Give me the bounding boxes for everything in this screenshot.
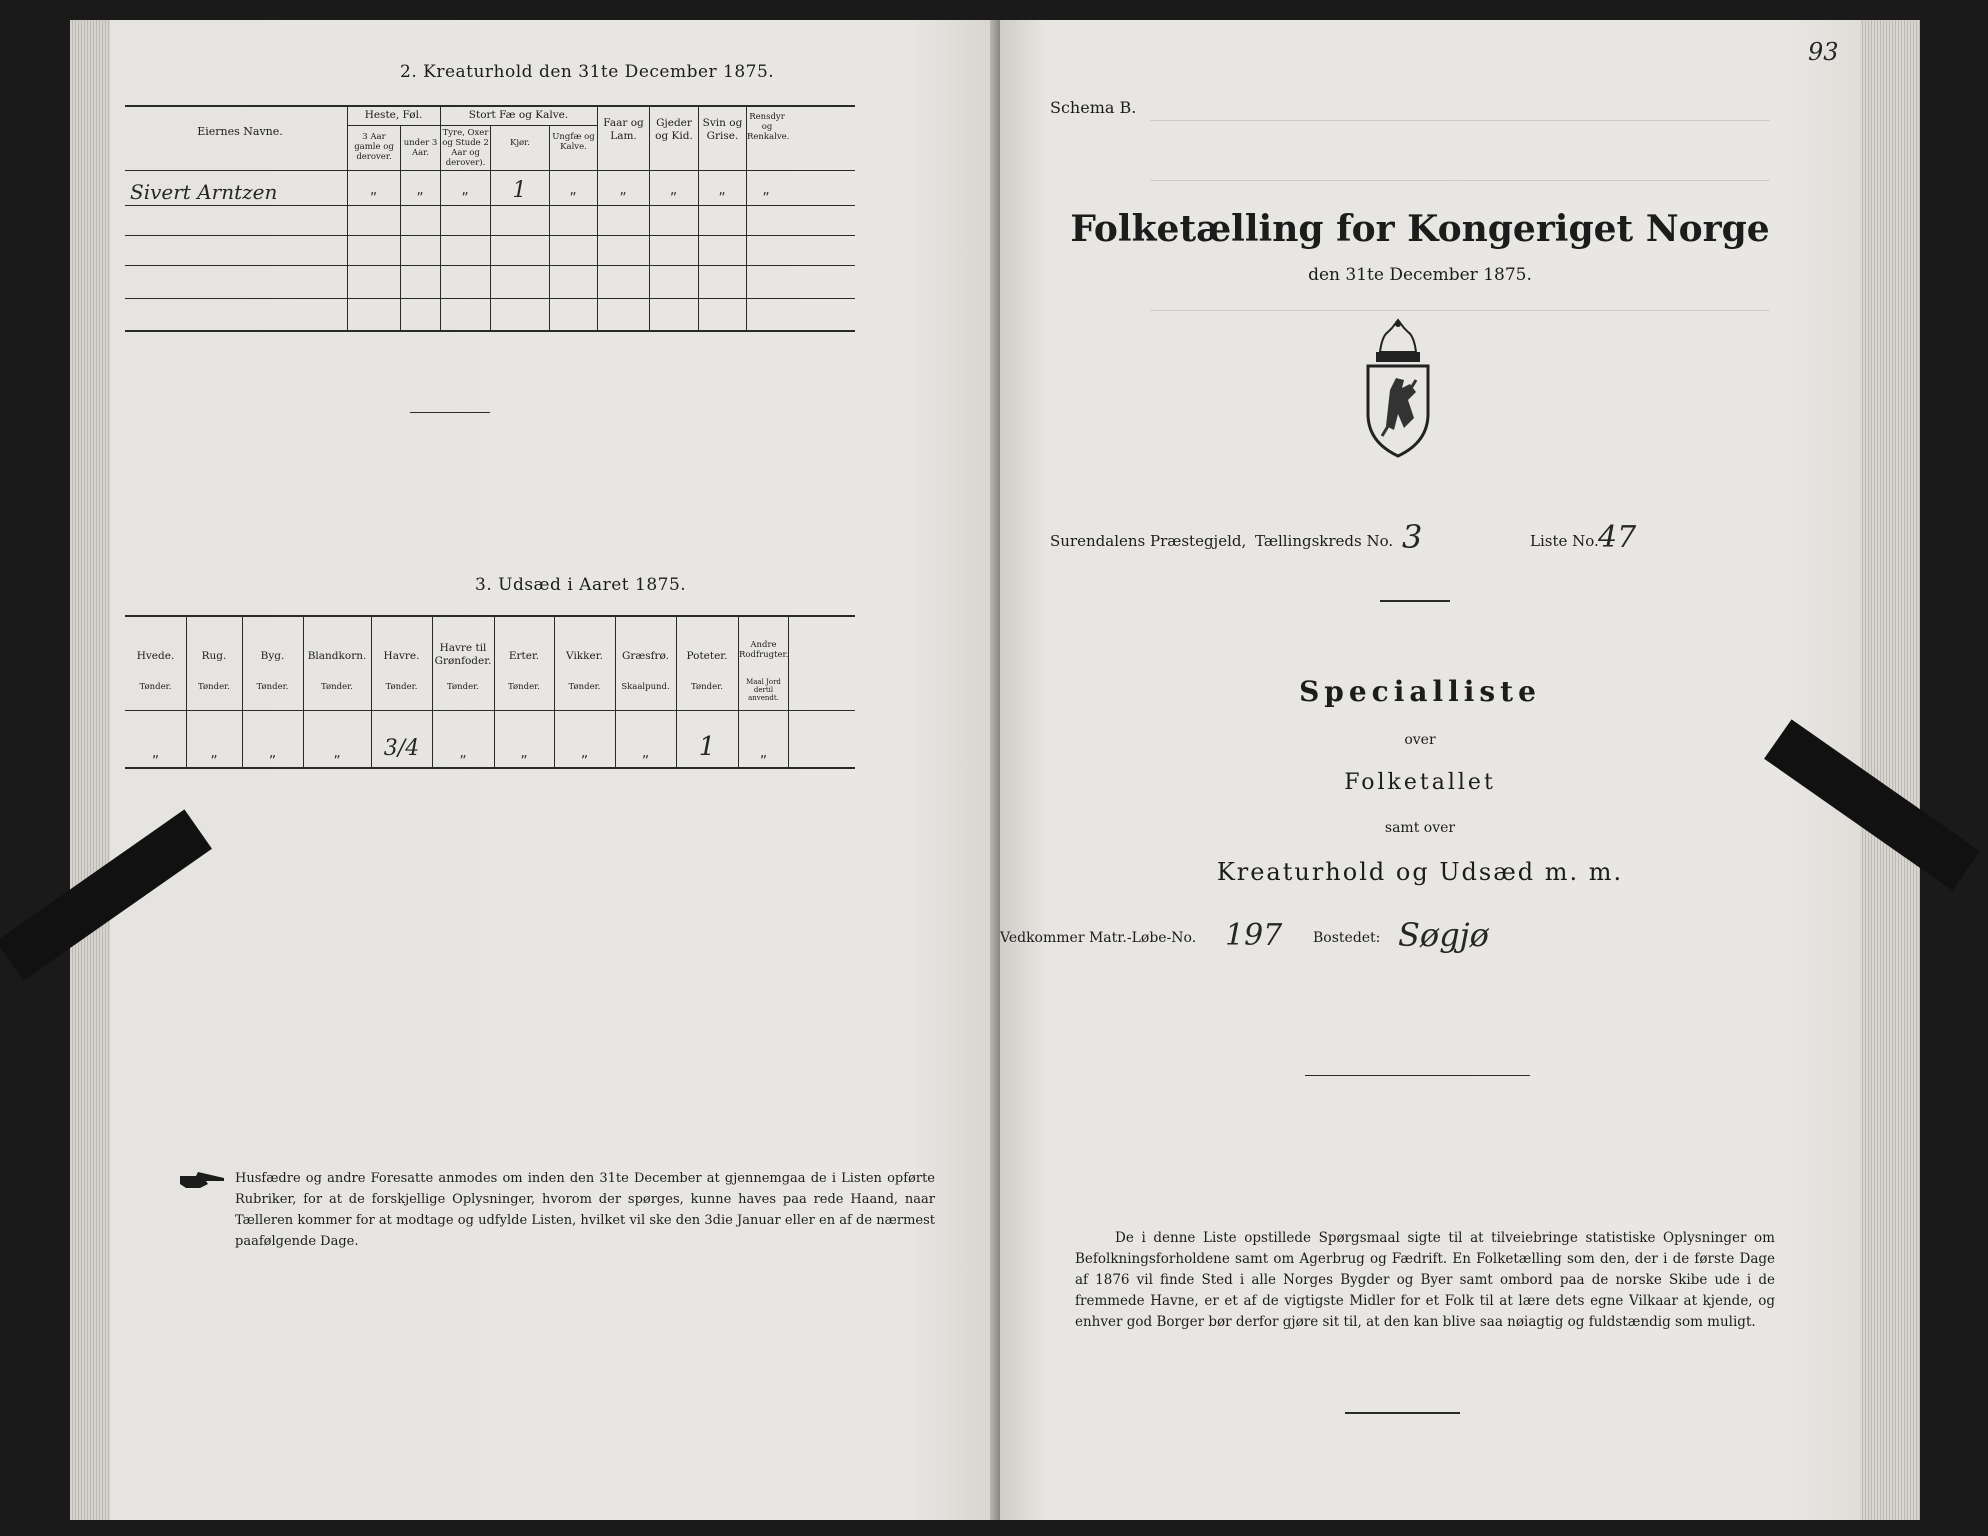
list-value: 47 — [1598, 520, 1637, 555]
value-cell: „ — [718, 182, 726, 198]
over-text: over — [1404, 732, 1436, 748]
samt-over-text: samt over — [1384, 820, 1456, 836]
header-faar: Faar og Lam. — [603, 117, 644, 142]
header-gjeder: Gjeder og Kid. — [655, 117, 693, 142]
matr-label: Vedkommer Matr.-Løbe-No. — [1000, 930, 1197, 946]
crop-header: Græsfrø. — [621, 650, 670, 662]
matr-value: 197 — [1225, 918, 1283, 953]
value-cell: „ — [461, 182, 469, 198]
crop-header: Rug. — [201, 650, 227, 662]
section3-title: 3. Udsæd i Aaret 1875. — [475, 575, 687, 595]
bostedet-label: Bostedet: — [1313, 930, 1381, 946]
crop-header: Hvede. — [136, 650, 175, 662]
crop-value: „ — [268, 745, 277, 761]
crop-value: „ — [151, 745, 160, 761]
value-cell: „ — [619, 182, 627, 198]
crop-value: „ — [210, 745, 218, 761]
value-cell: „ — [369, 182, 378, 198]
crop-unit: Skaalpund. — [621, 682, 670, 692]
crop-value: 3/4 — [383, 736, 420, 761]
crop-value: „ — [333, 745, 341, 761]
group-heste: Heste, Føl. — [364, 109, 423, 121]
schema-label: Schema B. — [1050, 98, 1137, 117]
notice-text: Husfædre og andre Foresatte anmodes om inden den 31te December at gjennemgaa de i Listen opførte Rubriker, for at de forskjellige Oplysninger, hvorom der spørges, kunne haves paa rede Haand, naar Tælleren kommer for at modtage og udfylde Listen, hvilket vil ske den 3die Januar eller en af de nærmest paafølgende Dage. — [235, 1171, 935, 1249]
crop-unit: Tønder. — [198, 682, 230, 692]
pointing-hand-icon — [178, 1168, 226, 1196]
list-label: Liste No. — [1530, 532, 1599, 550]
header-kjor: Kjør. — [510, 138, 530, 148]
header-ungfae: Ungfæ og Kalve. — [552, 132, 595, 152]
crop-header: Andre Rodfrugter. — [739, 640, 789, 660]
crop-unit: Tønder. — [691, 682, 723, 692]
crop-value: „ — [641, 745, 650, 761]
district-label: Tællingskreds No. — [1255, 532, 1394, 550]
crop-unit: Tønder. — [508, 682, 540, 692]
kreaturhold-heading: Kreaturhold og Udsæd m. m. — [1216, 858, 1624, 886]
header-under-3: under 3 Aar. — [403, 138, 438, 158]
crop-header: Havre til Grønfoder. — [434, 642, 492, 667]
crop-unit: Tønder. — [256, 682, 289, 692]
header-svin: Svin og Grise. — [702, 117, 743, 142]
value-cell: „ — [569, 182, 577, 198]
document-title: Folketælling for Kongeriget Norge — [1070, 208, 1770, 250]
crop-header: Poteter. — [686, 650, 728, 662]
value-cell: „ — [762, 182, 770, 198]
crop-unit: Tønder. — [568, 682, 601, 692]
owner-header: Eiernes Navne. — [197, 125, 283, 138]
crop-unit: Tønder. — [447, 682, 479, 692]
crop-value: 1 — [698, 732, 716, 762]
crop-header: Havre. — [383, 650, 420, 662]
district-value: 3 — [1402, 518, 1423, 556]
crop-header: Byg. — [260, 650, 285, 662]
header-tyre: Tyre, Oxer og Stude 2 Aar og derover). — [442, 128, 489, 168]
owner-name: Sivert Arntzen — [130, 180, 278, 204]
group-stort-fae: Stort Fæ og Kalve. — [468, 109, 569, 121]
crop-value: „ — [520, 745, 528, 761]
coat-of-arms-icon — [1358, 318, 1438, 464]
bostedet-value: Søgjø — [1398, 916, 1489, 954]
folketallet-heading: Folketallet — [1344, 770, 1496, 795]
crop-value: „ — [759, 745, 768, 761]
header-3-aar: 3 Aar gamle og derover. — [354, 132, 394, 162]
header-rensdyr: Rensdyr og Renkalve. — [747, 112, 790, 142]
crop-unit: Tønder. — [139, 682, 172, 692]
crop-unit: Tønder. — [385, 682, 418, 692]
specialliste-heading: Specialliste — [1299, 675, 1541, 708]
parish-label: Surendalens Præstegjeld, — [1050, 532, 1247, 550]
crop-header: Erter. — [508, 650, 540, 662]
value-cell: „ — [669, 182, 678, 198]
page-edge-left — [70, 20, 110, 1520]
crop-header: Vikker. — [566, 650, 603, 662]
crop-value: „ — [580, 745, 589, 761]
crop-unit: Maal Jord dertil anvendt. — [746, 678, 781, 702]
intro-paragraph: De i denne Liste opstillede Spørgsmaal sigte til at tilveiebringe statistiske Oplysninger om Befolkningsforholdene samt om Agerbrug og Fædrift. En Folketælling som den, der i de første Dage af 1876 vil finde Sted i alle Norges Bygder og Byer samt ombord paa de norske Skibe ude i de fremmede Havne, er et af de vigtigste Midler for et Folk til at lære dets egne Vilkaar at kjende, og enhver god Borger bør derfor gjøre sit til, at den kan blive saa nøiagtig og fuldstændig som muligt. — [1075, 1230, 1775, 1330]
page-number: 93 — [1808, 38, 1839, 66]
crop-header: Blandkorn. — [307, 650, 367, 662]
section2-title: 2. Kreaturhold den 31te December 1875. — [400, 62, 775, 82]
left-page — [70, 20, 1000, 1520]
value-cell: „ — [416, 182, 424, 198]
document-date: den 31te December 1875. — [1308, 265, 1532, 285]
crop-value: „ — [459, 745, 467, 761]
value-cell: 1 — [512, 178, 527, 203]
crop-unit: Tønder. — [321, 682, 353, 692]
